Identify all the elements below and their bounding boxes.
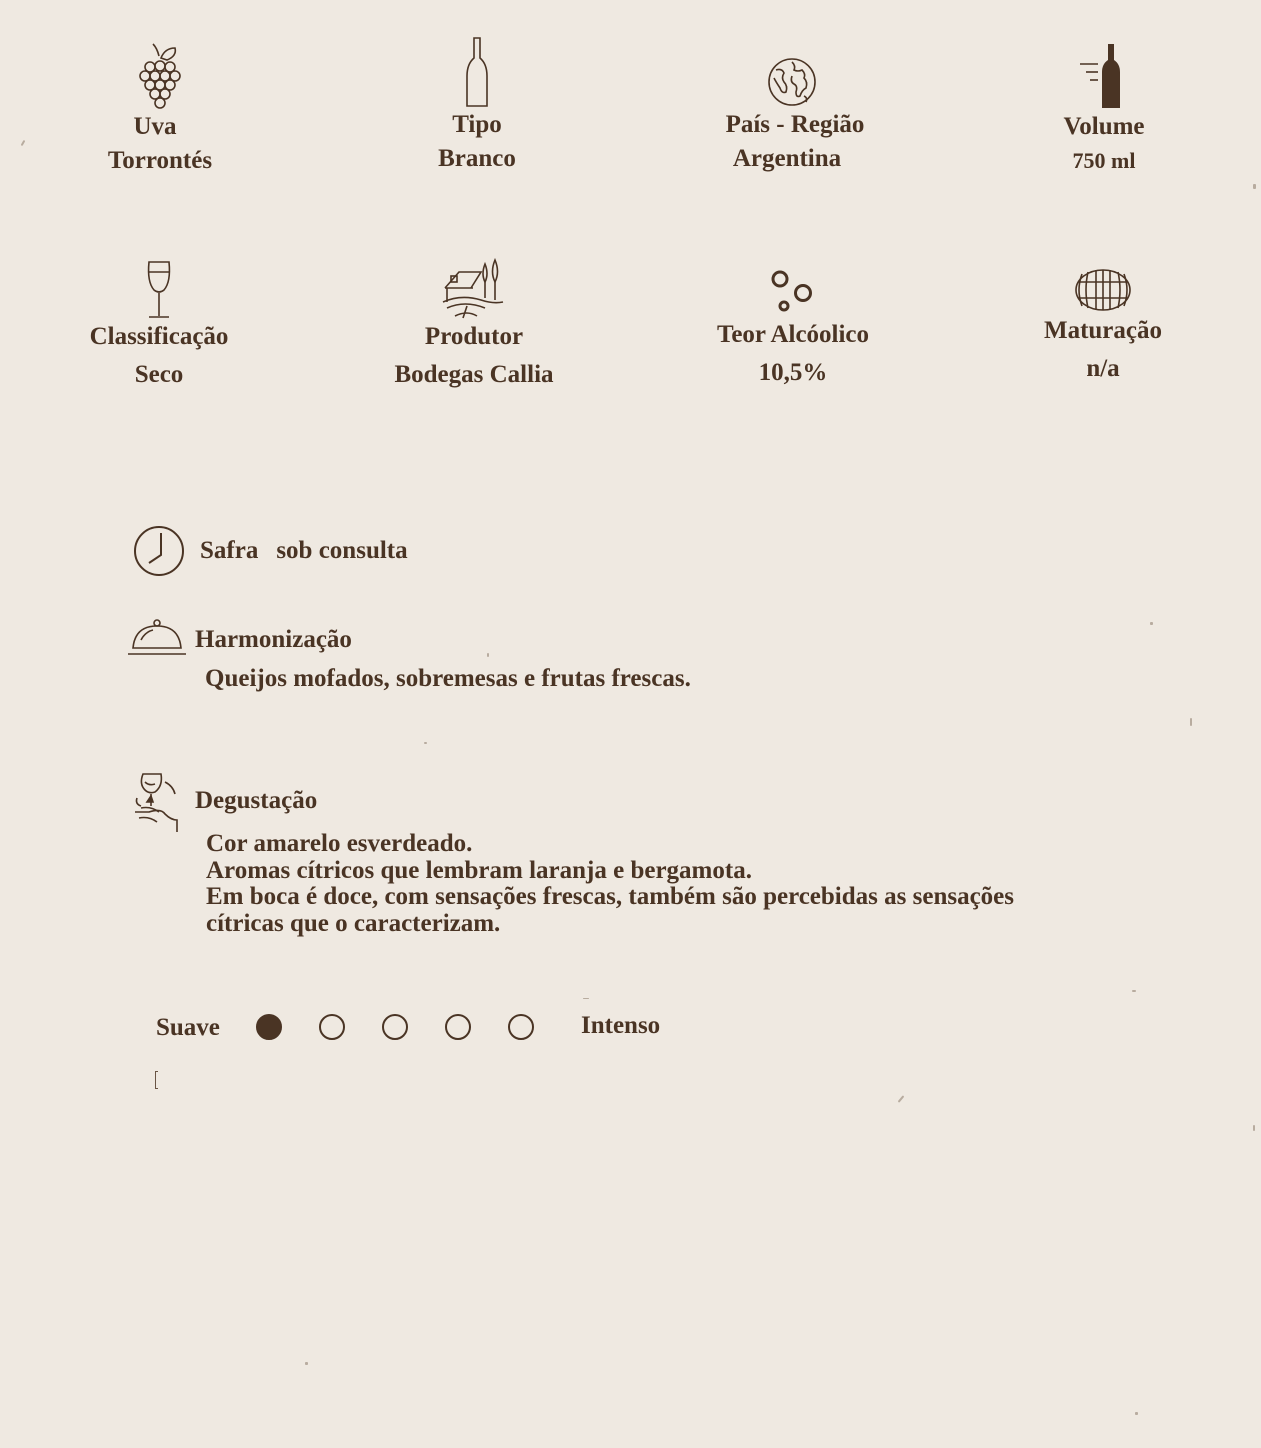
intensity-dot xyxy=(445,1014,471,1040)
attribute-label: Classificação xyxy=(89,323,229,350)
clock-icon xyxy=(133,525,185,577)
safra-value: sob consulta xyxy=(276,537,408,564)
attribute-value: Seco xyxy=(134,361,184,388)
harmonizacao-title: Harmonização xyxy=(195,626,352,653)
degustacao-line: Em boca é doce, com sensações frescas, também são percebidas as sensações xyxy=(206,883,1014,910)
safra-label: Safra xyxy=(200,537,259,564)
attribute-volume xyxy=(984,42,1224,178)
cloche-icon xyxy=(127,618,187,658)
attribute-classificacao xyxy=(39,258,279,392)
stray-mark xyxy=(155,1071,158,1089)
attribute-value: 750 ml xyxy=(1072,148,1136,173)
globe-icon xyxy=(766,56,818,108)
bottle-outline-icon xyxy=(464,36,490,108)
grape-icon xyxy=(137,42,183,110)
attribute-value: Bodegas Callia xyxy=(394,361,554,388)
degustacao-text xyxy=(206,831,1106,937)
attribute-label: País - Região xyxy=(725,111,865,138)
intensity-dot xyxy=(382,1014,408,1040)
attribute-label: Teor Alcóolico xyxy=(716,321,870,348)
wine-glass-icon xyxy=(144,258,174,320)
winery-icon xyxy=(441,258,507,320)
degustacao-line: Aromas cítricos que lembram laranja e bergamota. xyxy=(206,856,752,884)
attribute-label: Tipo xyxy=(452,111,502,138)
attribute-pais-regiao xyxy=(672,56,912,176)
attribute-produtor xyxy=(354,258,594,392)
harmonizacao-text: Queijos mofados, sobremesas e frutas frescas. xyxy=(205,665,691,692)
safra-row xyxy=(133,525,408,577)
intensity-dot xyxy=(508,1014,534,1040)
attribute-maturacao xyxy=(983,268,1223,386)
attribute-value: Torrontés xyxy=(107,147,213,174)
intensity-scale xyxy=(156,1010,716,1044)
attribute-label: Produtor xyxy=(424,323,524,350)
attribute-label: Maturação xyxy=(1043,317,1163,344)
intensity-dot xyxy=(256,1014,282,1040)
degustacao-title: Degustação xyxy=(195,787,318,814)
attribute-uva xyxy=(40,42,280,178)
barrel-icon xyxy=(1074,268,1132,312)
attribute-value: Branco xyxy=(438,145,516,172)
degustacao-line: cítricas que o caracterizam. xyxy=(206,909,501,937)
attribute-value: Argentina xyxy=(732,145,842,172)
intensity-low-label: Suave xyxy=(156,1014,220,1041)
bubbles-icon xyxy=(768,266,818,318)
attribute-label: Uva xyxy=(133,113,177,140)
attribute-teor-alcoolico xyxy=(673,266,913,390)
attribute-tipo xyxy=(357,36,597,176)
attribute-label: Volume xyxy=(1063,113,1145,140)
intensity-high-label: Intenso xyxy=(581,1012,661,1039)
bottle-speed-icon xyxy=(1074,42,1134,110)
attribute-value: 10,5% xyxy=(758,359,828,386)
tasting-hand-icon xyxy=(133,768,183,836)
intensity-dot xyxy=(319,1014,345,1040)
degustacao-line: Cor amarelo esverdeado. xyxy=(206,830,473,857)
attribute-value: n/a xyxy=(1086,355,1120,382)
